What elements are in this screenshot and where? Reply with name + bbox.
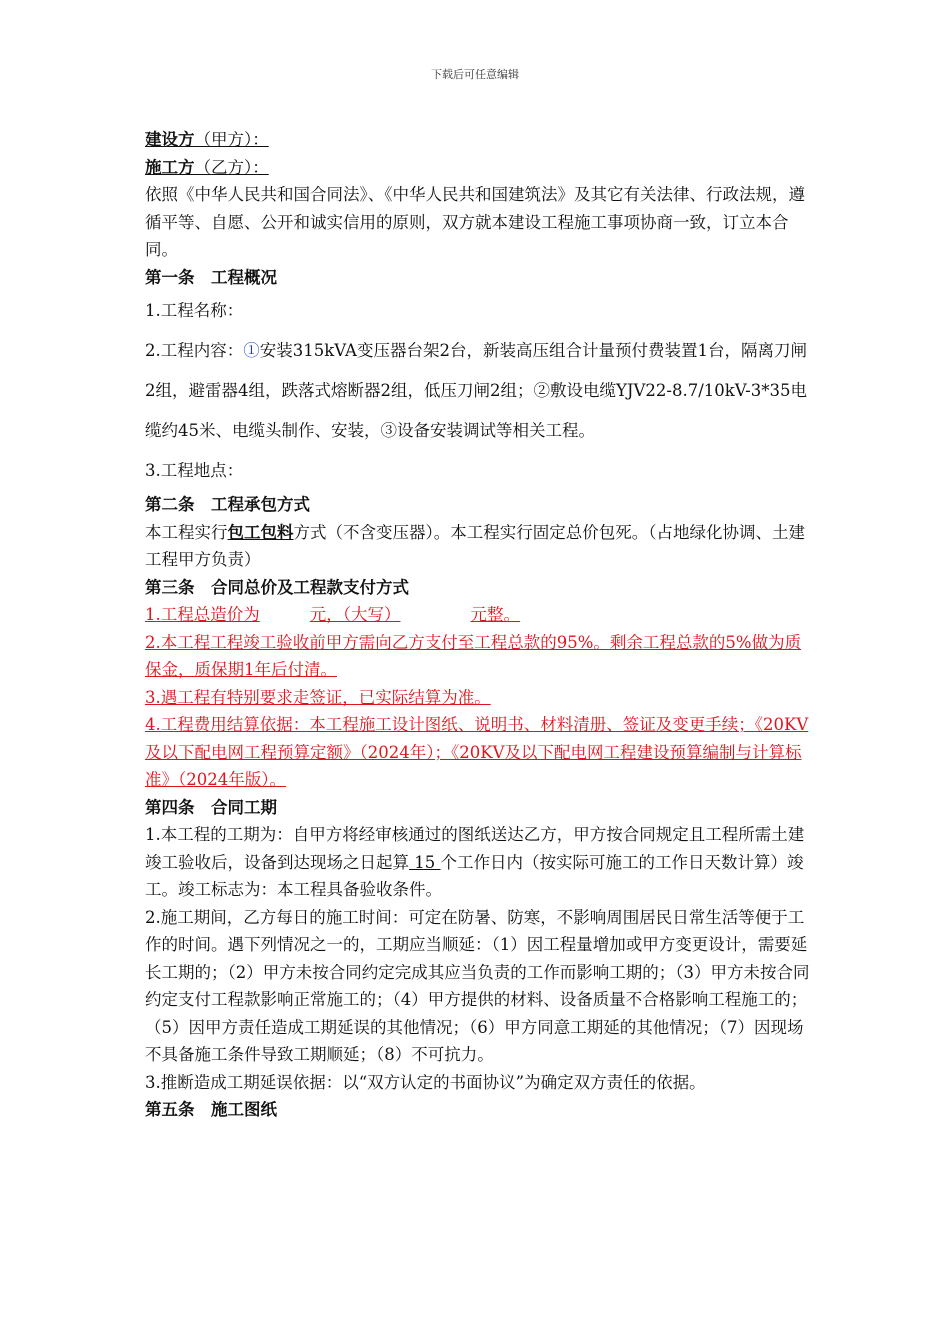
item-2-prefix: 2.工程内容： bbox=[145, 341, 244, 360]
article-4-title: 第四条 合同工期 bbox=[145, 797, 277, 817]
party-a-label: 建设方 bbox=[145, 130, 195, 149]
article-2-title: 第二条 工程承包方式 bbox=[145, 495, 310, 514]
total-price-suffix: 元整。 bbox=[470, 605, 520, 624]
contract-body bbox=[145, 126, 810, 1124]
article-4-item-2: 2.施工期间，乙方每日的施工时间：可定在防暑、防寒，不影响周围居民日常生活等便于工作的时间。遇下列情况之一的，工期应当顺延：（1）因工程量增加或甲方变更设计，需要延长工期的；（2）甲方未按合同约定完成其应当负责的工作而影响工期的；（3）甲方未按合同约定支付工程款影响正常施工的；（4）甲方提供的材料、设备质量不合格影响工程施工的；（5）因甲方责任造成工期延误的其他情况；（6）甲方同意工期延的其他情况；（7）因现场不具备施工条件导致工期顺延；（8）不可抗力。 bbox=[145, 907, 810, 1064]
article-1-title: 第一条 工程概况 bbox=[145, 267, 277, 287]
article-4-item-1 bbox=[145, 821, 810, 904]
duration-text-b: 个工作日内（按实际可施工的工作日天数计算）竣工。竣工标志为：本工程具备验收条件。 bbox=[145, 852, 804, 899]
party-b-label: 施工方 bbox=[145, 157, 195, 177]
item-2-marker: ① bbox=[243, 341, 260, 360]
party-a-line bbox=[145, 126, 810, 154]
article-2-text bbox=[145, 519, 810, 574]
payment-terms: 2.本工程工程竣工验收前甲方需向乙方支付至工程总款的95%。剩余工程总款的5%做为质保金，质保期1年后付清。 bbox=[145, 632, 802, 679]
settlement-basis: 4.工程费用结算依据：本工程施工设计图纸、说明书、材料清册、签证及变更手续；《20KV及以下配电网工程预算定额》（2024年）；《20KV及以下配电网工程建设预算编制与计算标准》（2024年版）。 bbox=[145, 715, 809, 789]
article-5-title: 第五条 施工图纸 bbox=[145, 1100, 277, 1119]
intro-paragraph: 依照《中华人民共和国合同法》、《中华人民共和国建筑法》及其它有关法律、行政法规，遵循平等、自愿、公开和诚实信用的原则，双方就本建设工程施工事项协商一致，订立本合同。 bbox=[145, 185, 805, 259]
visa-terms: 3.遇工程有特别要求走签证，已实际结算为准。 bbox=[145, 687, 491, 707]
party-b-suffix: （乙方）： bbox=[194, 157, 269, 177]
art2-text-b: 包工包料 bbox=[227, 522, 294, 542]
article-3-item-1 bbox=[145, 601, 810, 629]
article-1-item-1: 1.工程名称： bbox=[145, 301, 244, 320]
art2-text-c: 方式（不含变压器）。本工程实行固定总价包死。（占地绿化协调、土建工程甲方负责） bbox=[145, 522, 805, 569]
duration-days: 15 bbox=[409, 852, 441, 872]
item-2-text: 安装315kVA变压器台架2台，新装高压组合计量预付费装置1台，隔离刀闸2组，避雷器4组，跌落式熔断器2组，低压刀闸2组；②敷设电缆YJV22-8.7/10kV-3*35电缆约45米、电缆头制作、安装，③设备安装调试等相关工程。 bbox=[145, 341, 807, 440]
article-3-item-4 bbox=[145, 711, 810, 794]
total-price-capital-label: 元，（大写） bbox=[309, 605, 401, 624]
page-header: 下载后可任意编辑 bbox=[431, 68, 519, 81]
article-1-item-2 bbox=[145, 331, 810, 451]
total-price-label: 1.工程总造价为 bbox=[145, 605, 260, 624]
party-a-suffix: （甲方）： bbox=[194, 130, 269, 149]
party-b-line bbox=[145, 154, 810, 182]
article-3-title: 第三条 合同总价及工程款支付方式 bbox=[145, 577, 409, 597]
article-3-item-3 bbox=[145, 684, 810, 712]
duration-text-a: 1.本工程的工期为：自甲方将经审核通过的图纸送达乙方，甲方按合同规定且工程所需土建竣工验收后，设备到达现场之日起算 bbox=[145, 825, 805, 872]
article-4-item-3: 3.推断造成工期延误依据：以“双方认定的书面协议”为确定双方责任的依据。 bbox=[145, 1072, 706, 1092]
article-3-item-2 bbox=[145, 629, 810, 684]
art2-text-a: 本工程实行 bbox=[145, 522, 228, 542]
article-1-item-3: 3.工程地点： bbox=[145, 461, 244, 480]
